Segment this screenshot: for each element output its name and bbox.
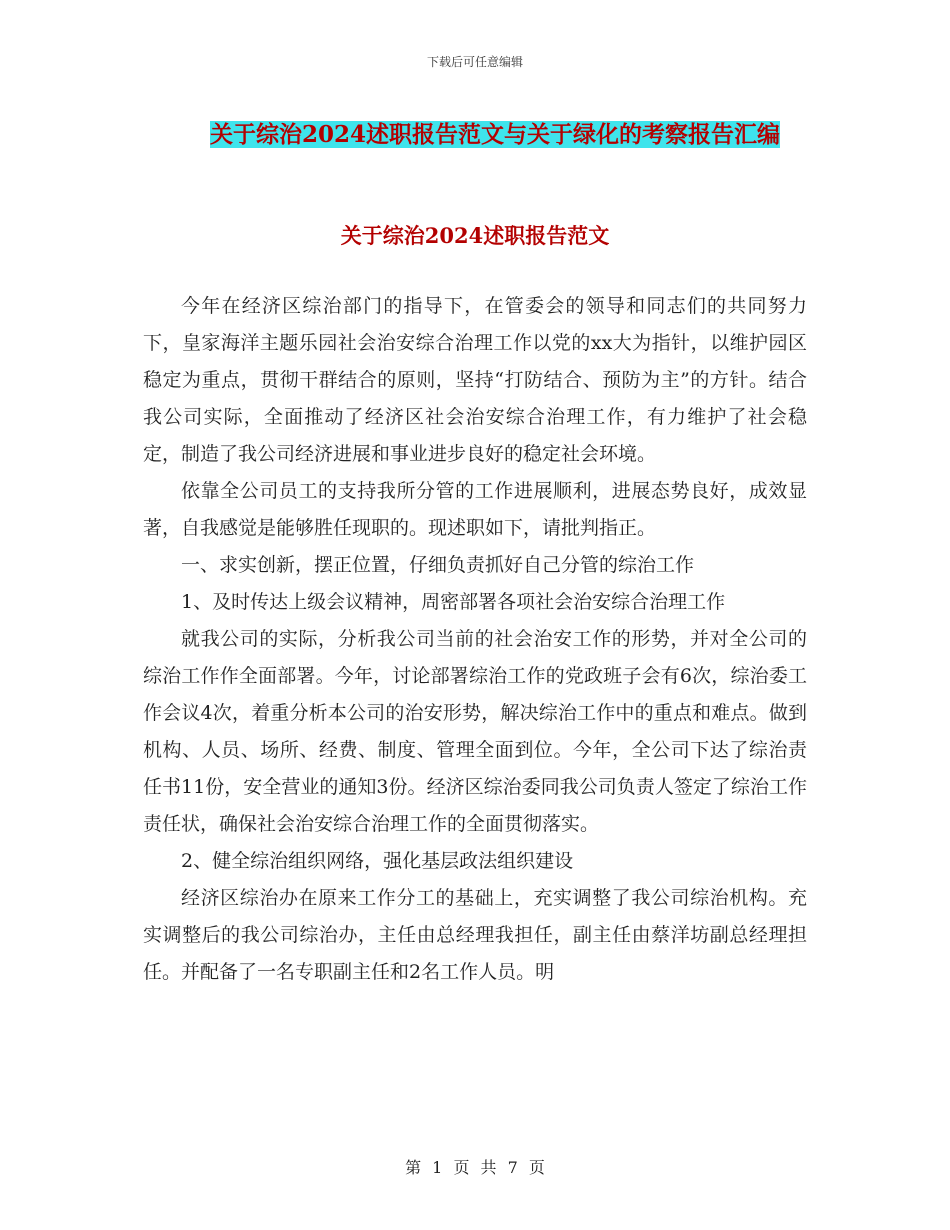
page-number-footer: 第 1 页 共 7 页: [405, 1158, 545, 1177]
page-header-note: 下载后可任意编辑: [426, 55, 523, 69]
paragraph: 经济区综治办在原来工作分工的基础上，充实调整了我公司综治机构。充实调整后的我公司综治办，主任由总经理我担任，副主任由蔡洋坊副总经理担任。并配备了一名专职副主任和2名工作人员。明: [143, 887, 807, 983]
section-title: 关于综治2024述职报告范文: [340, 223, 610, 248]
document-title-text: 关于综治2024述职报告范文与关于绿化的考察报告汇编: [209, 121, 780, 148]
document-title: [140, 112, 850, 158]
paragraph: 就我公司的实际，分析我公司当前的社会治安工作的形势，并对全公司的综治工作作全面部署。今年，讨论部署综治工作的党政班子会有6次，综治委工作会议4次，着重分析本公司的治安形势，解决综治工作中的重点和难点。做到机构、人员、场所、经费、制度、管理全面到位。今年，全公司下达了综治责任书11份，安全营业的通知3份。经济区综治委同我公司负责人签定了综治工作责任状，确保社会治安综合治理工作的全面贯彻落实。: [143, 628, 807, 835]
paragraph: 今年在经济区综治部门的指导下，在管委会的领导和同志们的共同努力下，皇家海洋主题乐园社会治安综合治理工作以党的xx大为指针，以维护园区稳定为重点，贯彻干群结合的原则，坚持“打防结合、预防为主”的方针。结合我公司实际，全面推动了经济区社会治安综合治理工作，有力维护了社会稳定，制造了我公司经济进展和事业进步良好的稳定社会环境。: [143, 295, 807, 465]
heading-level-1: 一、求实创新，摆正位置，仔细负责抓好自己分管的综治工作: [181, 554, 695, 576]
heading-level-2: 2、健全综治组织网络，强化基层政法组织建设: [181, 850, 574, 872]
heading-level-2: 1、及时传达上级会议精神，周密部署各项社会治安综合治理工作: [181, 591, 726, 613]
paragraph: 依靠全公司员工的支持我所分管的工作进展顺利，进展态势良好，成效显著，自我感觉是能够胜任现职的。现述职如下，请批判指正。: [143, 480, 807, 539]
body-text: [143, 288, 807, 991]
